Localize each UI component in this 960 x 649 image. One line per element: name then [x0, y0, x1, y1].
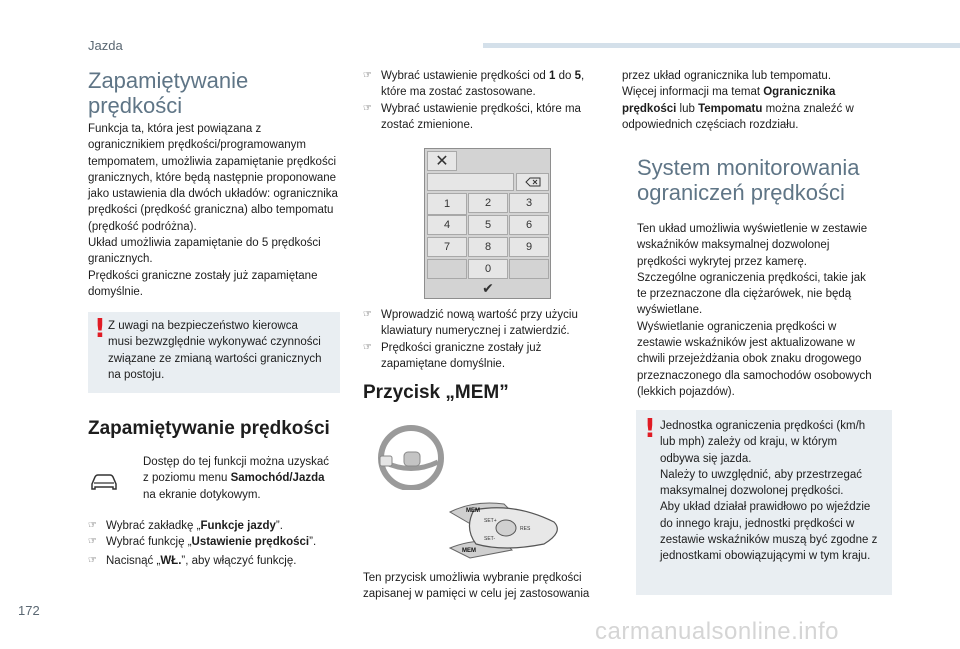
- text-line: Prędkości graniczne zostały już zapamiętane: [88, 269, 318, 282]
- section-title-line: ograniczeń prędkości: [637, 180, 845, 205]
- monitoring-paragraph: [637, 221, 897, 400]
- stalk-set-plus-label: SET+: [484, 518, 497, 524]
- text-span: Wybrać ustawienie prędkości od: [381, 70, 550, 82]
- text-line: na ekranie dotykowym.: [143, 488, 261, 501]
- text-line: jednostkami obowiązującymi w tym kraju.: [660, 550, 871, 563]
- mem-caption: [363, 570, 608, 603]
- mem-stalk-illustration: [444, 492, 572, 564]
- text-bold: Ogranicznika: [763, 86, 836, 99]
- bullet-arrow-icon: ☞: [88, 555, 97, 566]
- keypad-key[interactable]: 8: [468, 237, 508, 257]
- numeric-keypad: [424, 148, 551, 299]
- header-bar: [483, 43, 960, 48]
- text-line: musi bezwzględnie wykonywać czynności: [108, 336, 321, 349]
- page-number: 172: [18, 603, 40, 618]
- steering-wheel-illustration: [366, 420, 446, 490]
- text-line: Należy to uwzględnić, aby przestrzegać: [660, 468, 862, 481]
- section-header: Jazda: [88, 38, 123, 53]
- keypad-key[interactable]: 7: [427, 237, 467, 257]
- text-line: Układ umożliwia zapamiętanie do 5 prędkości: [88, 237, 321, 250]
- text-line: Wyświetlanie ograniczenia prędkości w: [637, 320, 837, 333]
- text-span: Wybrać ustawienie prędkości, które ma: [381, 103, 581, 115]
- continued-paragraph: [622, 68, 894, 133]
- keypad-top-blank: [459, 151, 549, 171]
- bullet-arrow-icon: ☞: [363, 103, 372, 114]
- bullet-arrow-icon: ☞: [88, 536, 97, 547]
- text-line: przez układ ogranicznika lub tempomatu.: [622, 70, 832, 82]
- step-bullet: [88, 553, 348, 569]
- text-span: z poziomu menu: [143, 472, 231, 485]
- bullet-arrow-icon: ☞: [363, 342, 372, 353]
- text-line: Jednostka ograniczenia prędkości (km/h: [660, 420, 866, 432]
- text-span: zostać zmienione.: [381, 119, 474, 132]
- step-bullet: [363, 101, 603, 134]
- keypad-key[interactable]: 0: [468, 259, 508, 279]
- text-line: Funkcja ta, która jest powiązana z: [88, 123, 262, 135]
- step-bullet: [363, 68, 603, 101]
- keypad-blank: [509, 259, 549, 279]
- text-line: granicznych.: [88, 253, 153, 266]
- text-span: Wybrać funkcję „: [106, 536, 192, 548]
- section-title-line: prędkości: [88, 93, 183, 118]
- text-line: odbywa się jazda.: [660, 452, 752, 465]
- text-span: Więcej informacji ma temat: [622, 86, 764, 99]
- text-line: ogranicznikiem prędkości/programowanym: [88, 139, 306, 152]
- stalk-mem-top-label: MEM: [466, 508, 480, 514]
- text-line: Ten układ umożliwia wyświetlenie w zestawie: [637, 223, 868, 235]
- text-line: Ten przycisk umożliwia wybranie prędkości: [363, 572, 582, 584]
- keypad-key[interactable]: 3: [509, 193, 549, 213]
- bullet-arrow-icon: ☞: [363, 309, 372, 320]
- text-line: Aby układ działał prawidłowo po wjeździe: [660, 501, 871, 514]
- text-span: można znaleźć w: [762, 102, 854, 115]
- car-icon: [88, 470, 120, 492]
- text-span: lub: [676, 102, 699, 115]
- bullet-arrow-icon: ☞: [363, 70, 372, 81]
- text-span: zapamiętane domyślnie.: [381, 358, 506, 371]
- text-span: Wybrać zakładkę „: [106, 520, 201, 532]
- section-title-line: Zapamiętywanie: [88, 68, 249, 93]
- confirm-check-icon[interactable]: ✔: [427, 280, 549, 297]
- stalk-mem-bottom-label: MEM: [462, 548, 476, 554]
- text-line: (lekkich pojazdów).: [637, 385, 735, 398]
- text-line: zestawie wskaźników jest aktualizowane w: [637, 337, 855, 350]
- text-line: Z uwagi na bezpieczeństwo kierowca: [108, 320, 298, 332]
- text-line: prędkości (prędkość graniczna) albo tempomatu: [88, 204, 334, 217]
- step-bullet: [88, 534, 348, 550]
- text-line: zapisanej w pamięci w celu jej zastosowania: [363, 588, 590, 601]
- keypad-blank: [427, 259, 467, 279]
- keypad-key[interactable]: 5: [468, 215, 508, 235]
- text-bold: Tempomatu: [698, 102, 763, 115]
- text-line: maksymalnej dozwolonej prędkości.: [660, 485, 844, 498]
- text-bold: Funkcje jazdy: [200, 520, 276, 532]
- warning-icon: !: [644, 414, 656, 444]
- text-line: na postoju.: [108, 368, 165, 381]
- text-span: Wprowadzić nową wartość przy użyciu: [381, 309, 578, 321]
- text-span: do: [555, 70, 575, 82]
- text-span: ”, aby włączyć funkcję.: [181, 555, 297, 567]
- text-line: granicznych, które będą następnie proponowane: [88, 171, 337, 184]
- text-bold: Ustawienie prędkości: [191, 536, 310, 548]
- text-line: wyświetlane.: [637, 304, 703, 317]
- section-title-line: System monitorowania: [637, 155, 860, 180]
- section-title: [637, 155, 860, 205]
- access-paragraph: [143, 454, 343, 503]
- text-bold: prędkości: [622, 102, 677, 115]
- value-display: [427, 173, 514, 191]
- step-bullet: [363, 307, 603, 340]
- subsection-title: Zapamiętywanie prędkości: [88, 418, 330, 439]
- keypad-key[interactable]: 2: [468, 193, 508, 213]
- keypad-key[interactable]: 6: [509, 215, 549, 235]
- keypad-key[interactable]: 9: [509, 237, 549, 257]
- text-line: chwili przejeżdżania obok znaku drogowego: [637, 353, 862, 366]
- close-icon[interactable]: ✕: [427, 151, 457, 171]
- text-line: lub mph) zależy od kraju, w którym: [660, 436, 838, 449]
- menu-name: Samochód/Jazda: [230, 472, 325, 485]
- text-span: ”.: [275, 520, 283, 532]
- text-line: te przeznaczone dla ciężarówek, nie będą: [637, 288, 852, 301]
- step-bullet: [363, 340, 603, 373]
- text-line: przeznaczonego dla samochodów osobowych: [637, 369, 872, 382]
- watermark: carmanualsonline.info: [595, 618, 839, 645]
- keypad-key[interactable]: 4: [427, 215, 467, 235]
- warning-text: [660, 418, 892, 565]
- warning-text: [108, 318, 338, 383]
- text-line: [622, 101, 894, 117]
- text-bold: 1: [549, 70, 556, 82]
- text-line: zestawie wskaźników muszą być zgodne z: [660, 534, 878, 547]
- text-span: Prędkości graniczne zostały już: [381, 342, 542, 354]
- text-line: związane ze zmianą wartości granicznych: [108, 352, 322, 365]
- text-span: ”.: [309, 536, 317, 548]
- warning-icon: !: [94, 314, 106, 344]
- stalk-set-minus-label: SET-: [484, 536, 496, 542]
- text-line: do innego kraju, jednostki prędkości w: [660, 517, 855, 530]
- text-span: klawiatury numerycznej i zatwierdzić.: [381, 325, 570, 338]
- text-bold: WŁ.: [160, 555, 182, 567]
- text-line: domyślnie.: [88, 285, 143, 298]
- stalk-res-label: RES: [520, 526, 531, 532]
- text-bold: 5: [574, 70, 582, 82]
- section-title: [88, 68, 248, 118]
- text-line: odpowiednich częściach rozdziału.: [622, 118, 799, 131]
- text-line: (prędkość podróżna).: [88, 220, 197, 233]
- bullet-arrow-icon: ☞: [88, 520, 97, 531]
- intro-paragraph: [88, 121, 348, 300]
- text-span: Nacisnąć „: [106, 555, 161, 567]
- text-line: jako ustawienia dla dwóch układów: ogranicznika: [88, 188, 338, 201]
- text-line: Dostęp do tej funkcji można uzyskać: [143, 456, 330, 468]
- text-line: prędkości wykrytej przez kamerę.: [637, 255, 807, 268]
- text-span: które ma zostać zastosowane.: [381, 86, 536, 99]
- mem-section-title: Przycisk „MEM”: [363, 382, 509, 403]
- step-bullet: [88, 518, 348, 534]
- text-span: ,: [581, 70, 585, 82]
- text-line: [622, 84, 894, 100]
- text-line: tempomatem, umożliwia zapamiętanie prędkości: [88, 155, 336, 168]
- text-line: [143, 470, 343, 486]
- keypad-key[interactable]: 1: [427, 193, 467, 215]
- backspace-icon[interactable]: [516, 173, 549, 191]
- text-line: wskaźników maksymalnej dozwolonej: [637, 239, 830, 252]
- text-line: Szczególne ograniczenia prędkości, takie jak: [637, 271, 866, 284]
